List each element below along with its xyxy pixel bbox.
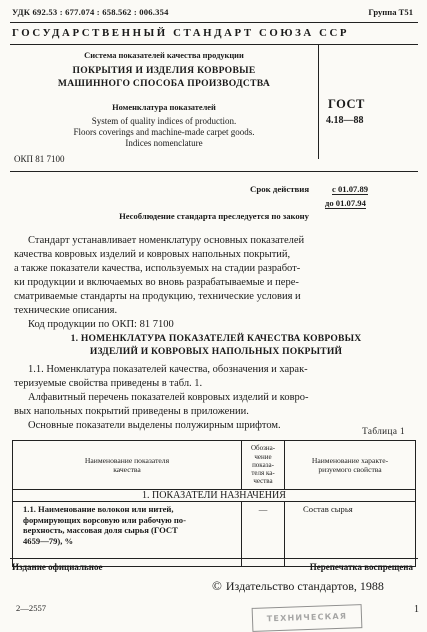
- validity-to: до 01.07.94: [325, 198, 366, 208]
- table-label: Таблица 1: [362, 426, 405, 436]
- quality-indices-table: [12, 440, 416, 567]
- row-name-line-4: 4659—79), %: [23, 535, 74, 546]
- row-property-cell: Состав сырья: [285, 502, 416, 567]
- para-1-1-line-2: теризуемые свойства приведены в табл. 1.: [14, 378, 203, 389]
- validity-from: с 01.07.89: [332, 184, 369, 194]
- legal-warning: Несоблюдение стандарта преследуется по закону: [119, 211, 309, 221]
- section-title-line-2: ИЗДЕЛИЙ И КОВРОВЫХ НАПОЛЬНЫХ ПОКРЫТИЙ: [89, 346, 343, 357]
- para-alpha-line-2: вых напольных покрытий приведены в приложении.: [14, 406, 249, 417]
- title-line-2: МАШИННОГО СПОСОБА ПРОИЗВОДСТВА: [57, 78, 271, 89]
- gost-label: ГОСТ: [328, 97, 365, 111]
- header-designation-line-1: Обозна-: [250, 444, 276, 453]
- header-designation-line-3: показа-: [252, 460, 274, 469]
- header-property-line-1: Наименование характе-: [311, 456, 389, 465]
- product-code-line: Код продукции по ОКП: 81 7100: [28, 319, 174, 330]
- intro-line-6: технические описания.: [14, 305, 118, 316]
- title-line-1: ПОКРЫТИЯ И ИЗДЕЛИЯ КОВРОВЫЕ: [72, 65, 256, 76]
- nomenclature-ru: Номенклатура показателей: [112, 103, 216, 112]
- top-rule: [10, 22, 418, 23]
- copyright-text: Издательство стандартов, 1988: [225, 579, 384, 593]
- gost-number: 4.18—88: [326, 115, 364, 126]
- english-title-line-1: System of quality indices of production.: [91, 116, 237, 126]
- english-title-line-2: Floors coverings and machine-made carpet goods.: [73, 127, 255, 137]
- para-1-1-line-1: 1.1. Номенклатура показателей качества, обозначения и харак-: [28, 364, 308, 375]
- intro-line-3: а также показатели качества, используемых на стадии разработ-: [14, 263, 301, 274]
- section-title-line-1: 1. НОМЕНКЛАТУРА ПОКАЗАТЕЛЕЙ КАЧЕСТВА КОВРОВЫХ: [70, 333, 362, 344]
- row-name-line-1: 1.1. Наименование волокон или нитей,: [23, 504, 174, 514]
- header-property-cell: [285, 441, 416, 490]
- copyright-icon: ©: [212, 578, 222, 593]
- validity-label: Срок действия: [250, 184, 310, 194]
- reprint-prohibited: Перепечатка воспрещена: [309, 562, 413, 572]
- header-designation-line-2: чение: [254, 452, 272, 461]
- print-code: 2—2557: [16, 603, 47, 613]
- footer-rule: [10, 558, 418, 559]
- table-section-row: [13, 490, 416, 502]
- group-code: Группа Т51: [368, 7, 413, 17]
- banner-rule: [10, 44, 418, 45]
- intro-line-4: ки продукции и включаемых во вновь разрабатываемые и пере-: [14, 277, 299, 288]
- para-alpha-line-1: Алфавитный перечень показателей ковровых изделий и ковро-: [28, 392, 309, 403]
- official-edition: Издание официальное: [12, 562, 103, 572]
- page-number: 1: [414, 604, 419, 615]
- row-name-line-3: верхность, массовая доля сырья (ГОСТ: [23, 525, 178, 536]
- copyright-line: [212, 578, 384, 594]
- header-designation-cell: [242, 441, 285, 490]
- table-header-row: [13, 441, 416, 490]
- intro-line-2: качества ковровых изделий и ковровых напольных покрытий,: [14, 249, 291, 260]
- okp-code: ОКП 81 7100: [14, 154, 65, 164]
- row-name-cell: [13, 502, 242, 567]
- header-designation-line-5: чества: [253, 477, 273, 486]
- row-designation-cell: —: [242, 502, 285, 567]
- header-name-line-2: качества: [113, 465, 141, 474]
- section-row-cell: 1. ПОКАЗАТЕЛИ НАЗНАЧЕНИЯ: [13, 490, 416, 502]
- table-row: [13, 502, 416, 567]
- english-title-line-3: Indices nomenclature: [125, 138, 203, 148]
- row-name-line-2: формирующих ворсовую или рабочую по-: [23, 514, 186, 525]
- udk-code: УДК 692.53 : 677.074 : 658.562 : 006.354: [12, 7, 169, 17]
- state-standard-banner: ГОСУДАРСТВЕННЫЙ СТАНДАРТ СОЮЗА ССР: [12, 27, 350, 39]
- header-designation-line-4: теля ка-: [251, 469, 275, 478]
- intro-line-5: сматриваемые стандарты на продукцию, технические условия и: [14, 291, 301, 302]
- library-stamp-icon: ТЕХНИЧЕСКАЯ: [252, 604, 363, 632]
- system-line: Система показателей качества продукции: [84, 51, 244, 60]
- header-property-line-2: ризуемого свойства: [318, 465, 382, 474]
- para-bold-note: Основные показатели выделены полужирным шрифтом.: [28, 420, 281, 431]
- title-bottom-rule: [10, 171, 418, 172]
- title-divider: [318, 44, 319, 159]
- intro-line-1: Стандарт устанавливает номенклатуру основных показателей: [28, 235, 305, 246]
- header-name-line-1: Наименование показателя: [84, 456, 170, 465]
- header-name-cell: [13, 441, 242, 490]
